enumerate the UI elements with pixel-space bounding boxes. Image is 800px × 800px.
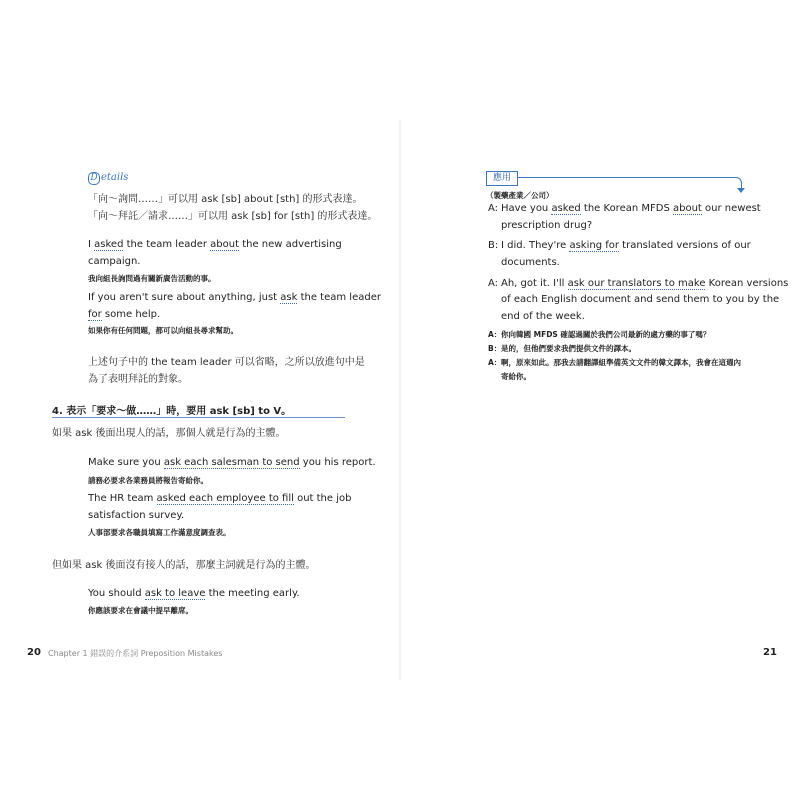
details-line-2: 「向～拜託／請求……」可以用 ask [sb] for [sth] 的形式表達。 xyxy=(88,211,378,222)
translation-b1: 是的，但他們要求我們提供文件的譯本。 xyxy=(501,344,636,353)
example-1-zh: 我向組長詢問過有關新廣告活動的事。 xyxy=(88,274,216,283)
example-4-line-1: The HR team asked each employee to fill out the job xyxy=(88,493,352,504)
dialog-b1-line-1: I did. They're asking for translated versions of our xyxy=(501,240,751,251)
application-badge: 應用 xyxy=(486,171,518,186)
section-4-title: 4. 表示「要求～做……」時，要用 ask [sb] to V。 xyxy=(52,406,292,417)
dialog-a1-line-1: Have you asked the Korean MFDS about our newest xyxy=(501,203,761,214)
note-line-2: 為了表明拜託的對象。 xyxy=(88,374,188,385)
dialog-a1-line-2: prescription drug? xyxy=(501,220,593,231)
note-line-1: 上述句子中的 the team leader 可以省略，之所以放進句中是 xyxy=(88,357,365,368)
chapter-footer: Chapter 1 錯誤的介系詞 Preposition Mistakes xyxy=(48,649,223,658)
details-d-icon: D xyxy=(88,172,100,185)
translation-b1-speaker: B： xyxy=(488,344,502,353)
translation-a1-speaker: A： xyxy=(488,330,502,339)
dialog-a1-speaker: A: xyxy=(488,203,499,214)
dialog-b1-line-2: documents. xyxy=(501,257,560,268)
details-line-1: 「向～詢問……」可以用 ask [sb] about [sth] 的形式表達。 xyxy=(88,194,363,205)
translation-a2-line-2: 寄給你。 xyxy=(501,372,531,381)
dialog-a2-speaker: A: xyxy=(488,278,499,289)
example-3-zh: 請務必要求各業務員將報告寄給你。 xyxy=(88,476,208,485)
arrow-down-icon xyxy=(737,188,745,193)
translation-a1: 你向韓國 MFDS 確認過關於我們公司最新的處方藥的事了嗎？ xyxy=(501,330,711,339)
example-2-zh: 如果你有任何問題，都可以向組長尋求幫助。 xyxy=(88,326,238,335)
example-2-line-2: for some help. xyxy=(88,309,161,320)
example-4-zh: 人事部要求各職員填寫工作滿意度調查表。 xyxy=(88,528,231,537)
dialog-a2-line-2: of each English document and send them to you by the xyxy=(501,294,780,305)
dialog-a2-line-3: end of the week. xyxy=(501,311,585,322)
dialog-context: （製藥產業／公司） xyxy=(486,191,554,200)
right-page xyxy=(400,0,800,800)
example-5-zh: 你應該要求在會議中提早離席。 xyxy=(88,606,193,615)
page-number-right: 21 xyxy=(763,647,777,658)
details-heading xyxy=(88,172,128,185)
section-4-intro: 如果 ask 後面出現人的話，那個人就是行為的主體。 xyxy=(52,428,286,439)
translation-a2: 啊，原來如此。那我去請翻譯組準備英文文件的韓文譯本，我會在這週內 xyxy=(501,358,741,367)
dialog-a2-line-1: Ah, got it. I'll ask our translators to make Korean versions xyxy=(501,278,789,289)
example-1-line-2: campaign. xyxy=(88,256,141,267)
details-label: etails xyxy=(101,172,129,183)
example-4-line-2: satisfaction survey. xyxy=(88,510,185,521)
page-number-left: 20 xyxy=(27,647,41,658)
translation-a2-speaker: A： xyxy=(488,358,502,367)
example-3-line-1: Make sure you ask each salesman to send you his report. xyxy=(88,457,376,468)
dialog-b1-speaker: B: xyxy=(488,240,499,251)
example-5-line-1: You should ask to leave the meeting early. xyxy=(88,588,300,599)
section-divider xyxy=(52,417,345,418)
example-1-line-1: I asked the team leader about the new advertising xyxy=(88,239,342,250)
badge-line xyxy=(518,177,742,190)
section-4-intro-2: 但如果 ask 後面沒有接人的話，那麼主詞就是行為的主體。 xyxy=(52,560,316,571)
example-2-line-1: If you aren't sure about anything, just ask the team leader xyxy=(88,292,381,303)
